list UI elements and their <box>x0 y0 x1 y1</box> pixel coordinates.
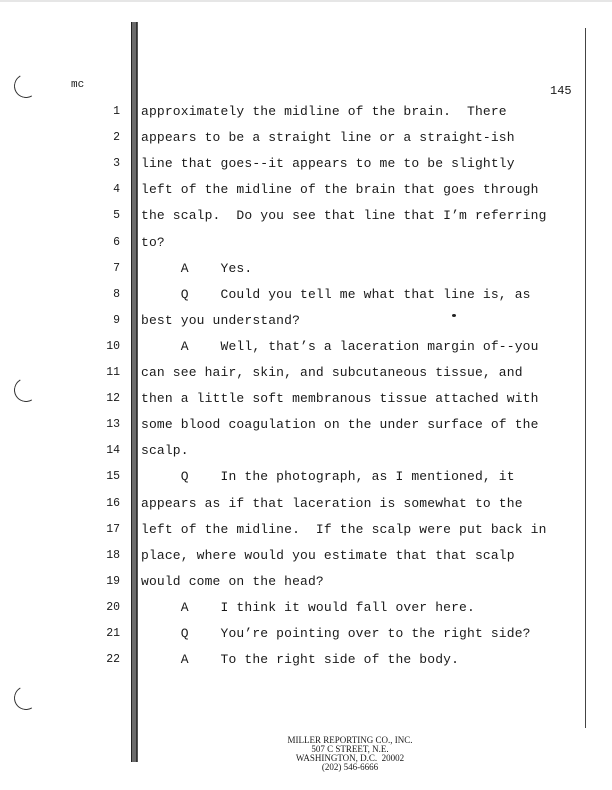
line-text: appears to be a straight line or a straight-ish <box>141 130 515 146</box>
line-number: 7 <box>113 261 120 275</box>
transcript-line <box>0 626 612 646</box>
line-text: A Well, that’s a laceration margin of--you <box>141 338 539 354</box>
transcript-line <box>0 261 612 281</box>
transcript-line <box>0 182 612 202</box>
transcript-line <box>0 235 612 255</box>
punch-hole-mark <box>11 71 40 100</box>
footer-city: WASHINGTON, D.C. 20002 <box>295 753 405 763</box>
line-text: the scalp. Do you see that line that I’m referring <box>141 208 547 224</box>
page-top-edge <box>0 0 612 2</box>
line-text: Q You’re pointing over to the right side? <box>141 626 531 641</box>
transcript-line <box>0 365 612 385</box>
line-number: 15 <box>106 470 120 484</box>
line-text: A I think it would fall over here. <box>141 599 475 615</box>
line-number: 6 <box>113 235 120 249</box>
transcript-line <box>0 469 612 489</box>
line-number: 14 <box>106 444 120 458</box>
line-text: A To the right side of the body. <box>141 652 460 668</box>
transcript-line <box>0 339 612 359</box>
line-number: 11 <box>106 366 120 379</box>
line-number: 4 <box>113 183 120 197</box>
reporter-footer <box>250 736 450 772</box>
line-number: 10 <box>106 339 120 353</box>
transcript-line <box>0 287 612 307</box>
transcript-line <box>0 443 612 463</box>
transcript-line <box>0 130 612 150</box>
line-text: then a little soft membranous tissue attached with <box>141 391 539 407</box>
footer-company: MILLER REPORTING CO., INC. <box>287 735 413 745</box>
line-number: 1 <box>113 105 120 118</box>
page-number: 145 <box>550 84 572 98</box>
line-text: scalp. <box>141 443 189 459</box>
line-text: would come on the head? <box>141 573 324 589</box>
line-number: 5 <box>113 209 120 223</box>
footer-phone: (202) 546-6666 <box>321 762 379 772</box>
transcript-line <box>0 548 612 568</box>
line-text: to? <box>141 234 165 250</box>
line-text: appears as if that laceration is somewhat to the <box>141 495 523 511</box>
transcript-line <box>0 652 612 672</box>
line-text: left of the midline of the brain that goes through <box>141 182 539 198</box>
line-number: 9 <box>113 313 120 327</box>
line-number: 22 <box>106 653 120 667</box>
transcript-line <box>0 522 612 542</box>
line-text: A Yes. <box>141 260 253 276</box>
line-number: 12 <box>106 392 120 406</box>
transcript-line <box>0 104 612 124</box>
footer-street: 507 C STREET, N.E. <box>311 744 389 754</box>
line-text: some blood coagulation on the under surface of the <box>141 417 539 433</box>
transcript-line <box>0 156 612 176</box>
line-text: approximately the midline of the brain. There <box>141 104 507 119</box>
line-text: Q Could you tell me what that line is, as <box>141 286 531 302</box>
line-number: 19 <box>106 574 120 588</box>
transcript-line <box>0 391 612 411</box>
transcript-line <box>0 600 612 620</box>
line-text: line that goes--it appears to me to be slightly <box>141 156 515 172</box>
transcript-line <box>0 313 612 333</box>
reporter-initials: mc <box>71 79 85 91</box>
line-number: 20 <box>106 600 120 614</box>
line-number: 3 <box>113 157 120 171</box>
line-number: 17 <box>106 522 120 536</box>
line-number: 21 <box>106 627 120 640</box>
transcript-line <box>0 208 612 228</box>
transcript-line <box>0 496 612 516</box>
line-number: 16 <box>106 496 120 510</box>
transcript-line <box>0 574 612 594</box>
line-number: 8 <box>113 287 120 301</box>
line-text: left of the midline. If the scalp were put back in <box>141 521 547 537</box>
transcript-line <box>0 417 612 437</box>
line-text: best you understand? <box>141 312 301 328</box>
line-text: Q In the photograph, as I mentioned, it <box>141 469 515 485</box>
line-number: 18 <box>106 548 120 562</box>
line-text: can see hair, skin, and subcutaneous tissue, and <box>141 365 523 380</box>
punch-hole-mark <box>11 683 40 712</box>
line-text: place, where would you estimate that that scalp <box>141 547 515 563</box>
line-number: 2 <box>113 131 120 145</box>
line-number: 13 <box>106 418 120 432</box>
